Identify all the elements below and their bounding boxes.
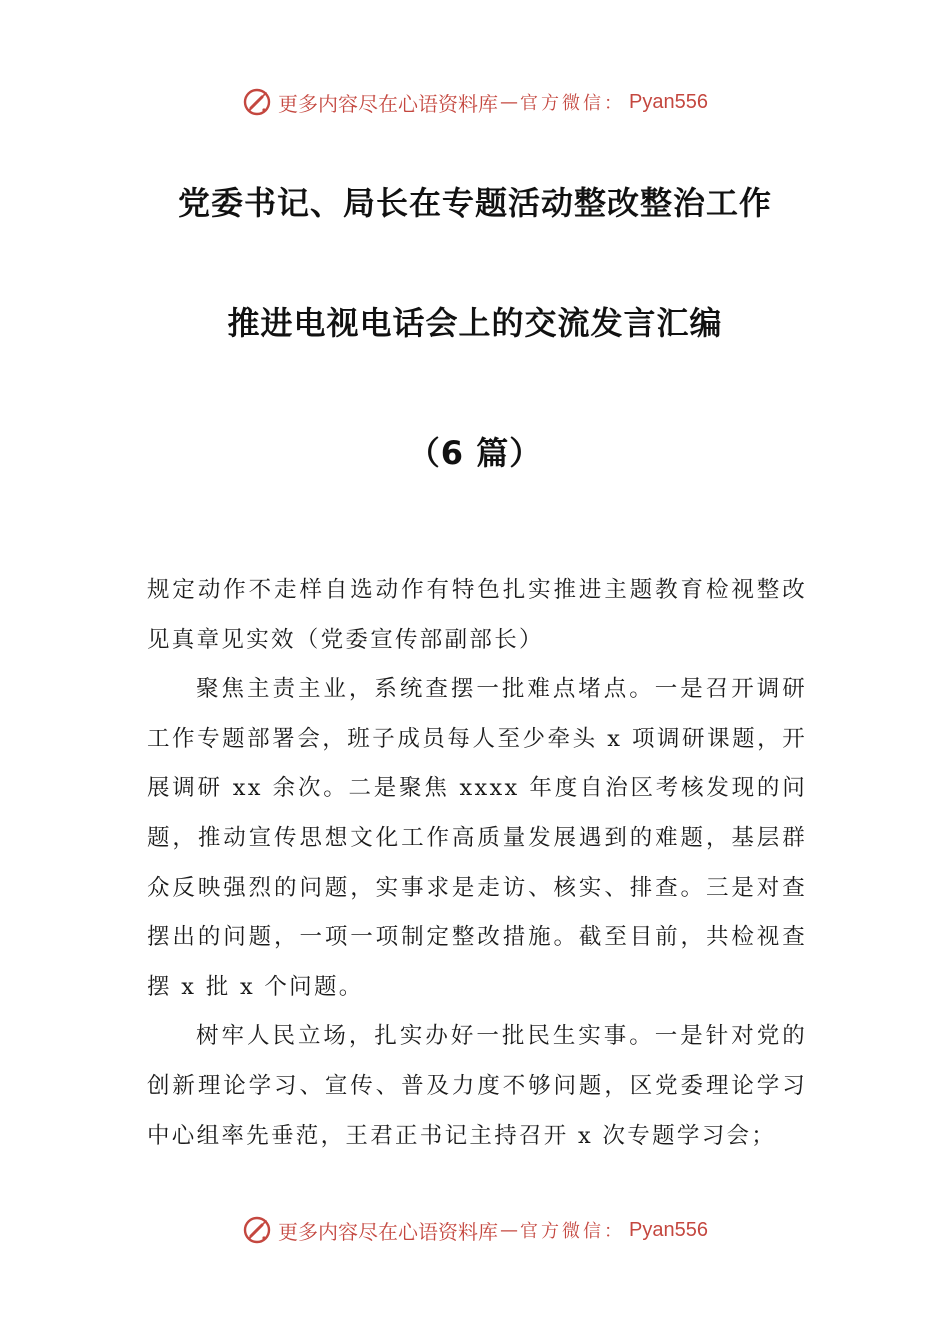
document-title-count: （6 篇）	[407, 434, 543, 472]
banner-wechat-id: Pyan556	[629, 90, 708, 113]
footer-banner	[0, 1208, 950, 1252]
section-heading: 规定动作不走样自选动作有特色扎实推进主题教育检视整改见真章见实效（党委宣传部副部长）	[147, 577, 807, 653]
banner-separator: —	[500, 1219, 519, 1241]
document-title-line-2: 推进电视电话会上的交流发言汇编	[227, 304, 723, 342]
body-paragraph: 聚焦主责主业，系统查摆一批难点堵点。一是召开调研工作专题部署会，班子成员每人至少牵头 x 项调研课题，开展调研 xx 余次。二是聚焦 xxxx 年度自治区考核发现的问题，推动宣传思想文化工作高质量发展遇到的难题，基层群众反映强烈的问题，实事求是走访、核实、排查。三是对查摆出的问题，一项一项制定整改措施。截至目前，共检视查摆 x 批 x 个问题。	[147, 676, 807, 1000]
body-paragraph: 树牢人民立场，扎实办好一批民生实事。一是针对党的创新理论学习、宣传、普及力度不够问题，区党委理论学习中心组率先垂范，王君正书记主持召开 x 次专题学习会；	[147, 1023, 807, 1149]
banner-wechat-id: Pyan556	[629, 1218, 708, 1241]
banner-official-label: 官方微信：	[520, 93, 626, 114]
pen-logo-icon	[242, 1215, 272, 1245]
document-body	[147, 566, 807, 1161]
document-title-line-1: 党委书记、局长在专题活动整改整治工作	[177, 184, 772, 222]
banner-separator: —	[500, 91, 519, 113]
banner-official-label: 官方微信：	[520, 1221, 626, 1242]
banner-text: 更多内容尽在心语资料库	[278, 1219, 499, 1244]
banner-text: 更多内容尽在心语资料库	[278, 91, 499, 116]
pen-logo-icon	[242, 87, 272, 117]
header-banner	[0, 80, 950, 124]
